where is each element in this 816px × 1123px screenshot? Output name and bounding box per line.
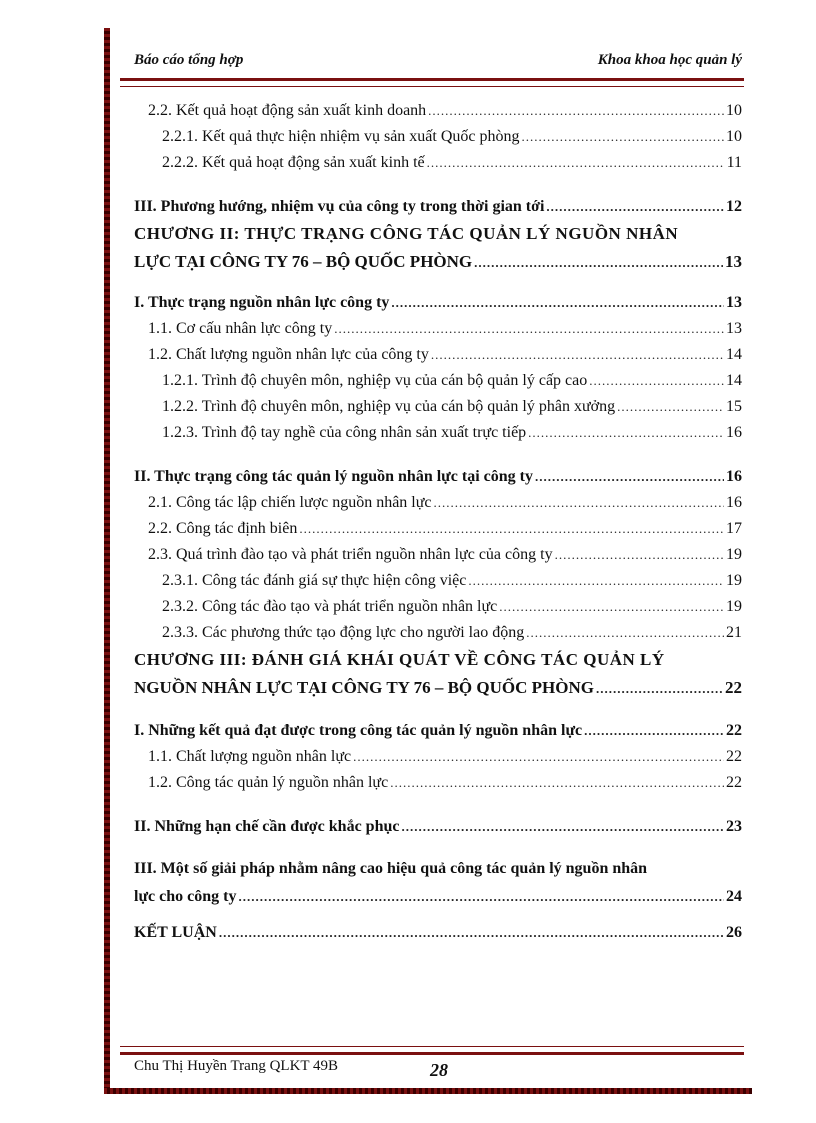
page-header (134, 52, 742, 76)
toc-entry[interactable] (134, 520, 742, 538)
toc-chapter-line[interactable] (134, 252, 742, 272)
toc-entry-page: 23 (726, 818, 742, 835)
toc-leader (522, 129, 725, 145)
toc-entry-text: I. Thực trạng nguồn nhân lực công ty (134, 294, 390, 311)
chapter-line-1: CHƯƠNG II: THỰC TRẠNG CÔNG TÁC QUẢN LÝ NGUỒN NHÂN (134, 224, 679, 243)
toc-entry-page: 19 (726, 572, 742, 589)
toc-entry-text: II. Những hạn chế cần được khắc phục (134, 818, 400, 835)
toc-entry-page: 19 (726, 598, 742, 615)
toc-entry-text: 2.3. Quá trình đào tạo và phát triển nguồn nhân lực của công ty (148, 546, 553, 563)
toc-entry-page: 13 (725, 252, 742, 271)
toc-leader (499, 599, 724, 615)
chapter-line-1: CHƯƠNG III: ĐÁNH GIÁ KHÁI QUÁT VỀ CÔNG TÁC QUẢN LÝ (134, 650, 665, 669)
toc-leader (596, 681, 723, 697)
toc-entry-page: 22 (726, 748, 742, 765)
toc-entry[interactable] (134, 546, 742, 564)
toc-leader (401, 819, 724, 835)
toc-leader (555, 547, 724, 563)
toc-entry-section[interactable] (134, 198, 742, 216)
toc-entry[interactable] (134, 398, 742, 416)
toc-leader (528, 425, 724, 441)
section-line-2: lực cho công ty (134, 888, 237, 905)
toc-entry[interactable] (134, 774, 742, 792)
toc-leader (334, 321, 724, 337)
toc-entry-text: 1.2. Chất lượng nguồn nhân lực của công ty (148, 346, 429, 363)
toc-entry-page: 17 (726, 520, 742, 537)
toc-entry[interactable] (134, 128, 742, 146)
toc-entry-section[interactable] (134, 294, 742, 312)
toc-entry-page: 16 (726, 494, 742, 511)
toc-entry-text: 1.2.3. Trình độ tay nghề của công nhân sản xuất trực tiếp (162, 424, 527, 441)
toc-leader (468, 573, 724, 589)
toc-leader (391, 295, 724, 311)
toc-entry-page: 26 (726, 924, 742, 941)
toc-leader (219, 925, 724, 941)
toc-entry-conclusion[interactable] (134, 924, 742, 942)
header-rule (120, 78, 744, 87)
toc-leader (299, 521, 724, 537)
toc-leader (427, 155, 725, 171)
page-border-bottom (104, 1088, 752, 1094)
toc-entry-text: 2.3.1. Công tác đánh giá sự thực hiện công việc (162, 572, 467, 589)
toc-section-heading[interactable] (134, 860, 742, 878)
toc-entry[interactable] (134, 624, 742, 642)
toc-entry-text: 1.2.2. Trình độ chuyên môn, nghiệp vụ của cán bộ quản lý phân xưởng (162, 398, 616, 415)
header-right: Khoa khoa học quản lý (597, 52, 742, 68)
footer-rule (120, 1046, 744, 1055)
chapter-line-2: NGUỒN NHÂN LỰC TẠI CÔNG TY 76 – BỘ QUỐC PHÒNG (134, 678, 594, 697)
toc-entry-section[interactable] (134, 722, 742, 740)
toc-entry-text: 2.2. Công tác định biên (148, 520, 298, 537)
toc-leader (353, 749, 724, 765)
toc-leader (431, 347, 724, 363)
toc-leader (526, 625, 724, 641)
toc-section-line[interactable] (134, 888, 742, 906)
toc-chapter-line[interactable] (134, 678, 742, 698)
toc-entry[interactable] (134, 102, 742, 120)
toc-chapter-heading[interactable] (134, 650, 742, 670)
toc-entry-page: 22 (726, 722, 742, 739)
toc-entry-page: 22 (726, 774, 742, 791)
toc-entry[interactable] (134, 748, 742, 766)
toc-entry-text: 1.1. Chất lượng nguồn nhân lực (148, 748, 352, 765)
footer-author: Chu Thị Huyền Trang QLKT 49B (134, 1058, 339, 1074)
toc-leader (589, 373, 724, 389)
toc-leader (535, 469, 724, 485)
toc-entry[interactable] (134, 372, 742, 390)
toc-entry-page: 14 (726, 372, 742, 389)
toc-leader (617, 399, 724, 415)
toc-entry-page: 13 (726, 320, 742, 337)
toc-entry-text: 2.1. Công tác lập chiến lược nguồn nhân lực (148, 494, 432, 511)
toc-leader (546, 199, 724, 215)
toc-entry-text: KẾT LUẬN (134, 924, 217, 941)
toc-entry[interactable] (134, 346, 742, 364)
toc-leader (428, 103, 724, 119)
toc-entry-page: 22 (725, 678, 742, 697)
toc-entry[interactable] (134, 494, 742, 512)
toc-entry-text: 1.2.1. Trình độ chuyên môn, nghiệp vụ của cán bộ quản lý cấp cao (162, 372, 588, 389)
header-left: Báo cáo tổng hợp (134, 52, 244, 68)
toc-entry[interactable] (134, 320, 742, 338)
toc-entry[interactable] (134, 424, 742, 442)
toc-entry-page: 12 (726, 198, 742, 215)
toc-entry-text: 2.2.1. Kết quả thực hiện nhiệm vụ sản xuất Quốc phòng (162, 128, 520, 145)
page-border-left (104, 28, 110, 1094)
toc-leader (238, 889, 724, 905)
toc-entry-text: II. Thực trạng công tác quản lý nguồn nhân lực tại công ty (134, 468, 533, 485)
toc-entry-page: 11 (726, 154, 742, 171)
toc-entry-text: I. Những kết quả đạt được trong công tác quản lý nguồn nhân lực (134, 722, 583, 739)
toc-entry-page: 10 (726, 128, 742, 145)
toc-entry-text: 2.3.3. Các phương thức tạo động lực cho người lao động (162, 624, 525, 641)
toc-entry-page: 24 (726, 888, 742, 905)
toc-entry-page: 15 (726, 398, 742, 415)
toc-leader (474, 255, 723, 271)
toc-entry[interactable] (134, 572, 742, 590)
toc-entry-page: 14 (726, 346, 742, 363)
toc-leader (584, 723, 724, 739)
toc-entry-text: 2.3.2. Công tác đào tạo và phát triển nguồn nhân lực (162, 598, 498, 615)
toc-entry-text: 2.2.2. Kết quả hoạt động sản xuất kinh tế (162, 154, 425, 171)
toc-entry-text: 2.2. Kết quả hoạt động sản xuất kinh doanh (148, 102, 427, 119)
toc-entry-page: 19 (726, 546, 742, 563)
toc-entry-section[interactable] (134, 468, 742, 486)
toc-entry-page: 16 (726, 424, 742, 441)
toc-entry-page: 21 (726, 624, 742, 641)
page-number: 28 (430, 1060, 448, 1080)
toc-entry[interactable] (134, 154, 742, 172)
toc-leader (390, 775, 724, 791)
toc-entry-text: 1.1. Cơ cấu nhân lực công ty (148, 320, 333, 337)
section-line-1: III. Một số giải pháp nhằm nâng cao hiệu quả công tác quản lý nguồn nhân (134, 860, 648, 877)
toc-entry-page: 10 (726, 102, 742, 119)
toc-entry-page: 16 (726, 468, 742, 485)
toc-entry[interactable] (134, 598, 742, 616)
toc-entry-section[interactable] (134, 818, 742, 836)
toc-entry-text: 1.2. Công tác quản lý nguồn nhân lực (148, 774, 389, 791)
toc-chapter-heading[interactable] (134, 224, 742, 244)
chapter-line-2: LỰC TẠI CÔNG TY 76 – BỘ QUỐC PHÒNG (134, 252, 473, 271)
toc-entry-text: III. Phương hướng, nhiệm vụ của công ty trong thời gian tới (134, 198, 545, 215)
toc-entry-page: 13 (726, 294, 742, 311)
toc-leader (434, 495, 724, 511)
